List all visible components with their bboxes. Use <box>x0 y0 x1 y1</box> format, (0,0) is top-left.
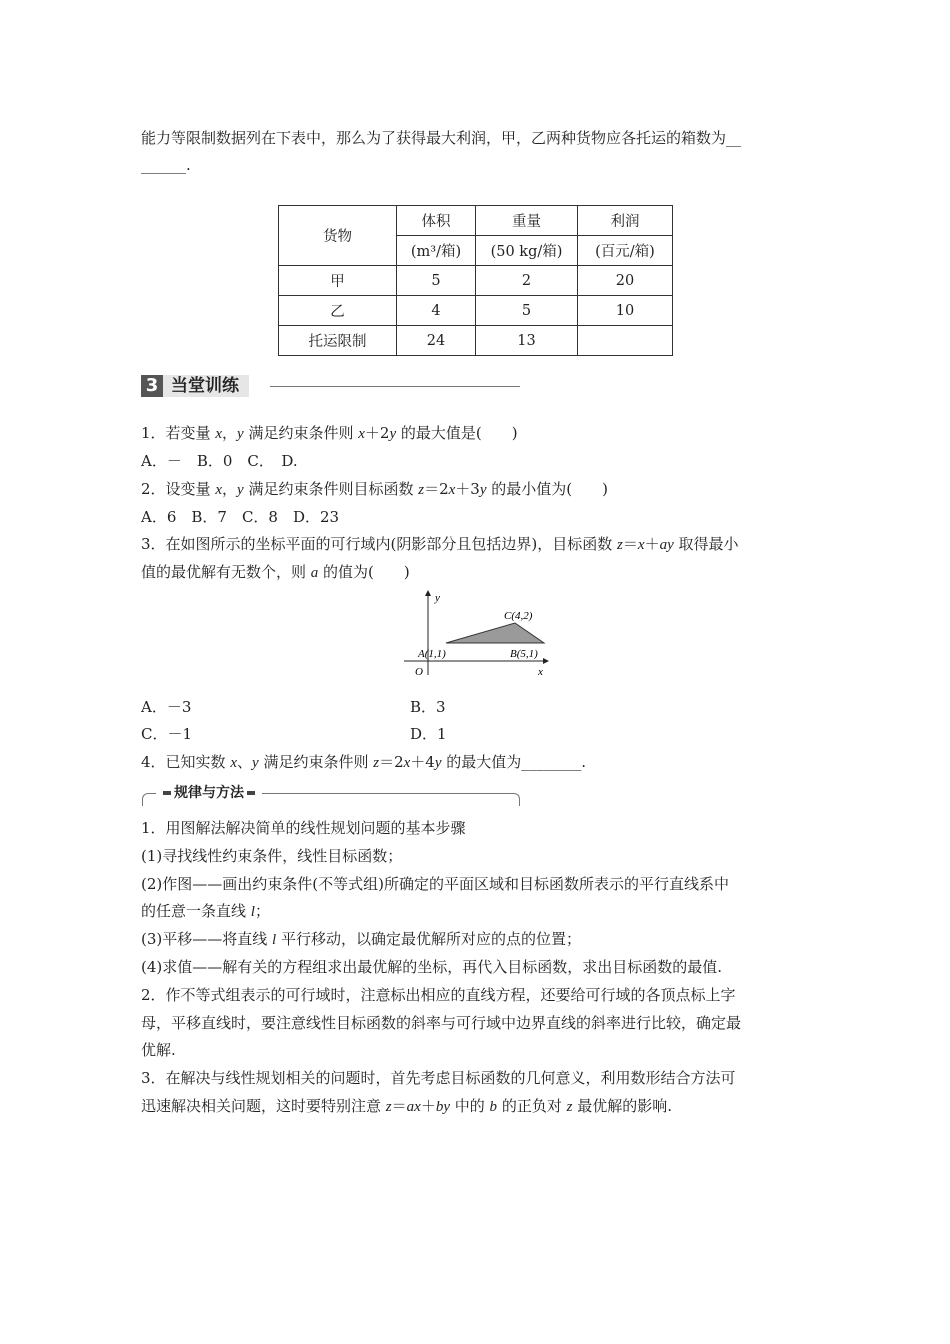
origin-label: O <box>415 666 423 678</box>
method-paragraph: 优解. <box>141 1041 176 1059</box>
cell-profit: 10 <box>578 296 673 326</box>
shaded-region <box>446 623 544 643</box>
method-paragraph: (1)寻找线性约束条件，线性目标函数； <box>141 847 403 865</box>
section-number: 3 <box>141 375 163 397</box>
method-paragraph: 母，平移直线时，要注意线性目标函数的斜率与可行域中边界直线的斜率进行比较，确定最 <box>141 1014 742 1032</box>
heading-mark-icon <box>163 791 171 795</box>
question-3-option-b: B．3 <box>410 698 446 716</box>
question-1-options: A．－ B．0 C． D. <box>141 452 298 470</box>
method-paragraph: 迅速解决相关问题，这时要特别注意 z＝ax＋by 中的 b 的正负对 z 最优解的影响. <box>141 1097 672 1115</box>
method-paragraph: (3)平移——将直线 l 平行移动，以确定最优解所对应的点的位置； <box>141 930 581 948</box>
point-b-label: B(5,1) <box>510 648 538 660</box>
question-2-options: A．6 B．7 C．8 D．23 <box>141 508 340 526</box>
question-1: 1．若变量 x，y 满足约束条件则 x＋2y 的最大值是( ) <box>141 424 518 442</box>
point-c-label: C(4,2) <box>504 610 533 622</box>
header-profit-unit: (百元/箱) <box>578 236 673 266</box>
question-3-line-2: 值的最优解有无数个，则 a 的值为( ) <box>141 563 410 581</box>
header-weight: 重量 <box>476 206 578 236</box>
heading-mark-icon <box>247 791 255 795</box>
question-3-line-1: 3．在如图所示的坐标平面的可行域内(阴影部分且包括边界)，目标函数 z＝x＋ay 取得最小 <box>141 535 739 553</box>
method-paragraph: 2．作不等式组表示的可行域时，注意标出相应的直线方程，还要给可行域的各顶点标上字 <box>141 986 736 1004</box>
header-weight-unit: (50 kg/箱) <box>476 236 578 266</box>
cell-weight: 5 <box>476 296 578 326</box>
method-paragraph: 的任意一条直线 l； <box>141 902 270 920</box>
question-2: 2．设变量 x，y 满足约束条件则目标函数 z＝2x＋3y 的最小值为( ) <box>141 480 608 498</box>
cell-name: 托运限制 <box>279 326 397 356</box>
cell-volume: 4 <box>397 296 476 326</box>
feasible-region-figure <box>398 587 558 679</box>
method-heading: 规律与方法 <box>156 785 262 801</box>
header-volume-unit: (m³/箱) <box>397 236 476 266</box>
point-a-label: A(1,1) <box>418 648 446 660</box>
method-paragraph: 3．在解决与线性规划相关的问题时，首先考虑目标函数的几何意义，利用数形结合方法可 <box>141 1069 736 1087</box>
section-title: 当堂训练 <box>163 375 249 397</box>
question-3-option-c: C．－1 <box>141 725 193 743</box>
x-axis-label: x <box>538 666 543 678</box>
header-profit: 利润 <box>578 206 673 236</box>
cell-name: 甲 <box>279 266 397 296</box>
question-4: 4．已知实数 x、y 满足约束条件则 z＝2x＋4y 的最大值为________. <box>141 753 587 771</box>
intro-line-1: 能力等限制数据列在下表中，那么为了获得最大利润，甲，乙两种货物应各托运的箱数为__ <box>141 129 742 147</box>
cell-profit <box>578 326 673 356</box>
cell-volume: 24 <box>397 326 476 356</box>
method-paragraph: 1．用图解法解决简单的线性规划问题的基本步骤 <box>141 819 466 837</box>
question-3-option-a: A．－3 <box>141 698 192 716</box>
y-axis-label: y <box>435 592 440 604</box>
cargo-table <box>278 205 673 356</box>
table-header-row <box>279 206 673 236</box>
table-row <box>279 326 673 356</box>
method-paragraph: (2)作图——画出约束条件(不等式组)所确定的平面区域和目标函数所表示的平行直线系中 <box>141 875 729 893</box>
header-cargo: 货物 <box>279 206 397 266</box>
cell-weight: 13 <box>476 326 578 356</box>
question-3-option-d: D．1 <box>410 725 447 743</box>
cell-profit: 20 <box>578 266 673 296</box>
table-row <box>279 266 673 296</box>
cell-name: 乙 <box>279 296 397 326</box>
cell-volume: 5 <box>397 266 476 296</box>
header-volume: 体积 <box>397 206 476 236</box>
method-paragraph: (4)求值——解有关的方程组求出最优解的坐标，再代入目标函数，求出目标函数的最值. <box>141 958 723 976</box>
cell-weight: 2 <box>476 266 578 296</box>
section-divider <box>270 386 520 387</box>
intro-line-2: ______. <box>141 156 191 174</box>
table-row <box>279 296 673 326</box>
